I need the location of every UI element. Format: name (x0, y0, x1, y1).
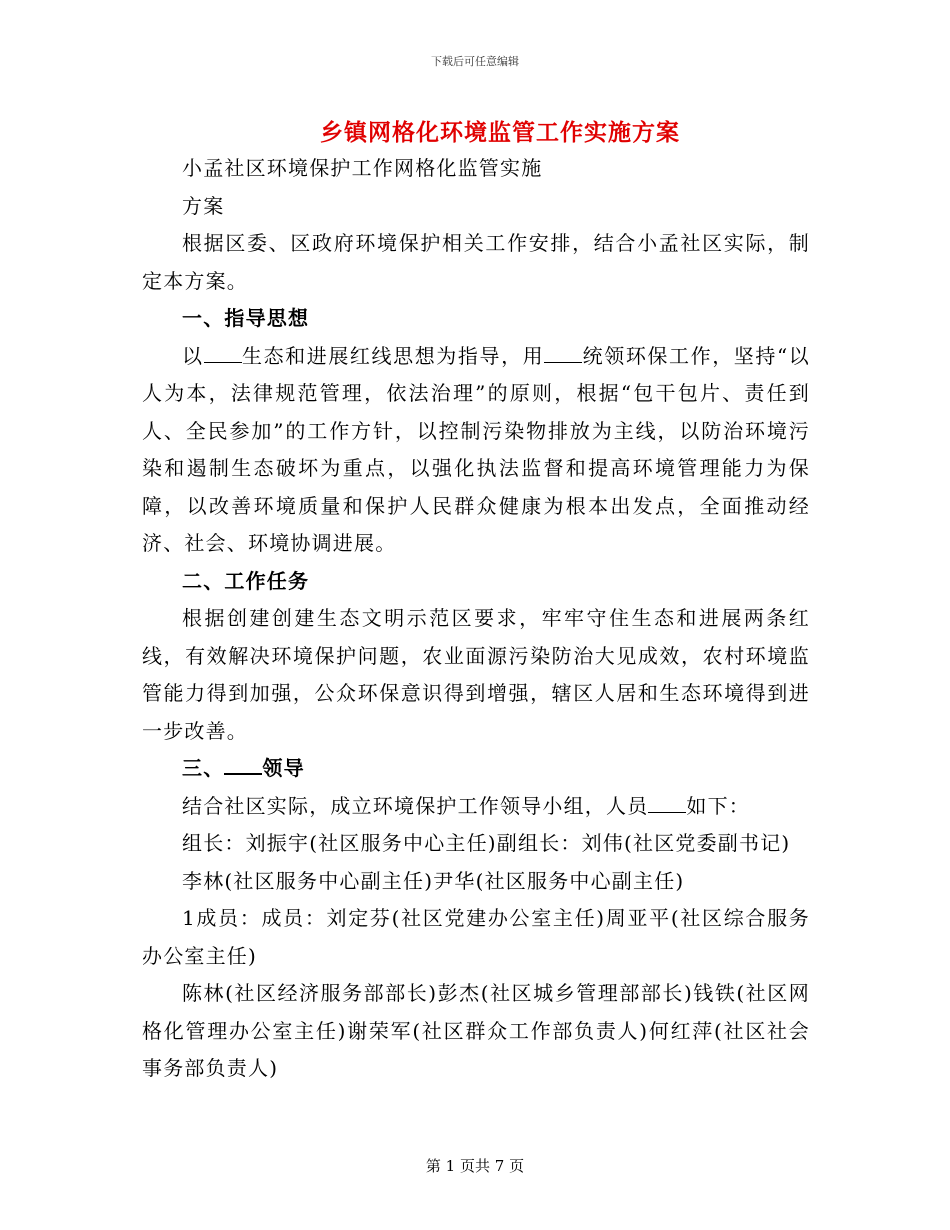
blank-underline (224, 751, 262, 775)
section-1-text-c: 统领环保工作，坚持“以人为本，法律规范管理，依法治理”的原则，根据“包干包片、责任到人、全民参加”的工作方针，以控制污染物排放为主线，以防治环境污染和遏制生态破坏为重点，以强化执法监督和提高环境管理能力为保障，以改善环境质量和保护人民群众健康为根本出发点，全面推动经济、社会、环境协调进展。 (142, 343, 810, 555)
section-2-heading: 二、工作任务 (182, 568, 310, 593)
members-line-2: 陈林(社区经济服务部部长)彭杰(社区城乡管理部部长)钱铁(社区网格化管理办公室主任)谢荣军(社区群众工作部负责人)何红萍(社区社会事务部负责人) (142, 981, 810, 1080)
section-1-text-b: 生态和进展红线思想为指导，用 (241, 343, 545, 368)
section-1-text-a: 以 (182, 343, 204, 368)
blank-underline (204, 340, 242, 363)
section-3-heading (142, 750, 810, 788)
section-2-paragraph: 根据创建创建生态文明示范区要求，牢牢守住生态和进展两条红线，有效解决环境保护问题，农业面源污染防治大见成效，农村环境监管能力得到加强，公众环保意识得到增强，辖区人居和生态环境得到进一步改善。 (142, 606, 810, 743)
blank-underline (544, 340, 582, 363)
document-title: 乡镇网格化环境监管工作实施方案 (320, 119, 680, 146)
section-3-text-a: 结合社区实际，成立环境保护工作领导小组，人员 (182, 793, 649, 818)
document-body (142, 150, 810, 1088)
intro-paragraph-1: 小孟社区环境保护工作网格化监管实施 (182, 156, 543, 180)
page-footer: 第 1 页共 7 页 (425, 1157, 525, 1175)
section-3-heading-b: 领导 (262, 756, 305, 780)
section-1-heading: 一、指导思想 (182, 306, 310, 330)
blank-underline (648, 790, 686, 813)
intro-paragraph-2: 方案 (182, 193, 225, 218)
leaders-line-1: 组长：刘振宇(社区服务中心主任)副组长：刘伟(社区党委副书记) (182, 831, 791, 855)
section-3-text-b: 如下： (686, 793, 751, 818)
section-3-paragraph (142, 788, 810, 826)
header-note: 下载后可任意编辑 (431, 55, 519, 68)
leaders-line-2: 李林(社区服务中心副主任)尹华(社区服务中心副主任) (182, 868, 685, 893)
section-1-paragraph (142, 338, 810, 563)
section-3-heading-a: 三、 (182, 756, 225, 780)
members-line-1: 1成员：成员：刘定芬(社区党建办公室主任)周亚平(社区综合服务办公室主任) (142, 906, 810, 968)
intro-paragraph-3: 根据区委、区政府环境保护相关工作安排，结合小孟社区实际，制定本方案。 (142, 231, 810, 293)
